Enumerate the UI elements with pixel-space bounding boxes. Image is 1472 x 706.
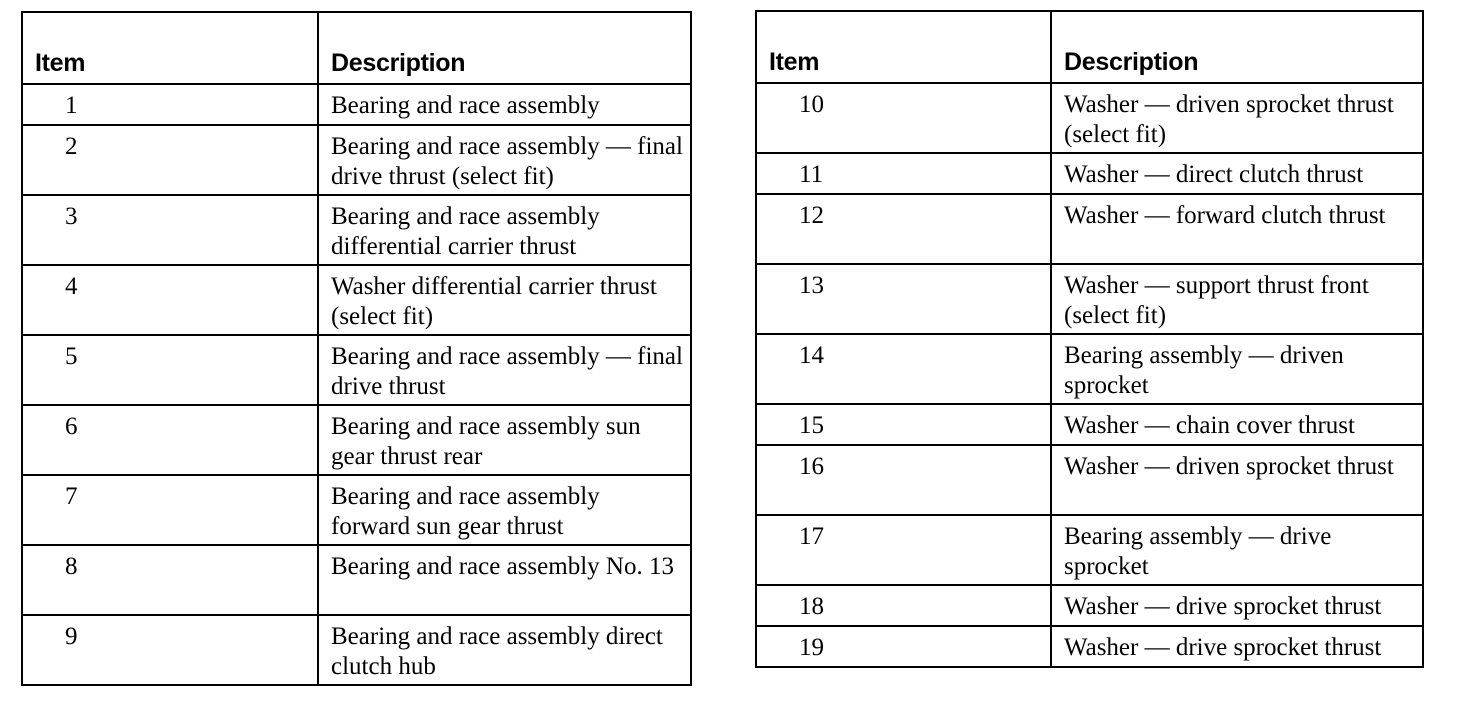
item-description: Washer differential carrier thrust (select fit) [318, 265, 691, 335]
table-row [22, 405, 691, 475]
item-number: 15 [756, 404, 1051, 445]
item-column-header: Item [756, 11, 1051, 83]
item-number: 12 [756, 194, 1051, 264]
item-description: Bearing and race assembly direct clutch hub [318, 615, 691, 685]
item-description: Washer — chain cover thrust [1051, 404, 1423, 445]
table-row [22, 615, 691, 685]
table-row [756, 194, 1423, 264]
item-description: Bearing and race assembly No. 13 [318, 545, 691, 615]
item-description: Bearing and race assembly — final drive thrust [318, 335, 691, 405]
table-row [756, 334, 1423, 404]
item-number: 17 [756, 515, 1051, 585]
table-row [756, 515, 1423, 585]
table-row [22, 335, 691, 405]
table-row [756, 626, 1423, 667]
item-number: 9 [22, 615, 318, 685]
table-row [756, 445, 1423, 515]
item-number: 18 [756, 585, 1051, 626]
item-number: 16 [756, 445, 1051, 515]
table-header-row [756, 11, 1423, 83]
item-description: Washer — direct clutch thrust [1051, 153, 1423, 194]
item-description: Bearing and race assembly sun gear thrust rear [318, 405, 691, 475]
table-row [756, 153, 1423, 194]
item-description: Bearing and race assembly [318, 84, 691, 125]
item-number: 7 [22, 475, 318, 545]
table-row [22, 195, 691, 265]
item-number: 5 [22, 335, 318, 405]
item-number: 19 [756, 626, 1051, 667]
item-description: Washer — driven sprocket thrust [1051, 445, 1423, 515]
table-row [22, 84, 691, 125]
item-number: 13 [756, 264, 1051, 334]
item-description: Washer — drive sprocket thrust [1051, 585, 1423, 626]
table-row [22, 125, 691, 195]
item-description: Washer — drive sprocket thrust [1051, 626, 1423, 667]
table-row [22, 265, 691, 335]
table-row [756, 404, 1423, 445]
item-number: 6 [22, 405, 318, 475]
item-number: 10 [756, 83, 1051, 153]
item-description: Washer — driven sprocket thrust (select fit) [1051, 83, 1423, 153]
item-number: 1 [22, 84, 318, 125]
item-number: 8 [22, 545, 318, 615]
table-row [756, 83, 1423, 153]
item-number: 3 [22, 195, 318, 265]
table-row [756, 264, 1423, 334]
table-row [22, 475, 691, 545]
description-column-header: Description [1051, 11, 1423, 83]
item-number: 14 [756, 334, 1051, 404]
item-description: Bearing and race assembly — final drive thrust (select fit) [318, 125, 691, 195]
table-row [22, 545, 691, 615]
item-number: 11 [756, 153, 1051, 194]
item-number: 4 [22, 265, 318, 335]
item-description: Washer — support thrust front (select fit) [1051, 264, 1423, 334]
left-parts-table [21, 11, 692, 686]
item-description: Bearing assembly — driven sprocket [1051, 334, 1423, 404]
item-description: Washer — forward clutch thrust [1051, 194, 1423, 264]
item-description: Bearing and race assembly differential carrier thrust [318, 195, 691, 265]
item-column-header: Item [22, 12, 318, 84]
description-column-header: Description [318, 12, 691, 84]
item-number: 2 [22, 125, 318, 195]
table-header-row [22, 12, 691, 84]
right-parts-table [755, 10, 1424, 668]
item-description: Bearing and race assembly forward sun gear thrust [318, 475, 691, 545]
item-description: Bearing assembly — drive sprocket [1051, 515, 1423, 585]
table-row [756, 585, 1423, 626]
